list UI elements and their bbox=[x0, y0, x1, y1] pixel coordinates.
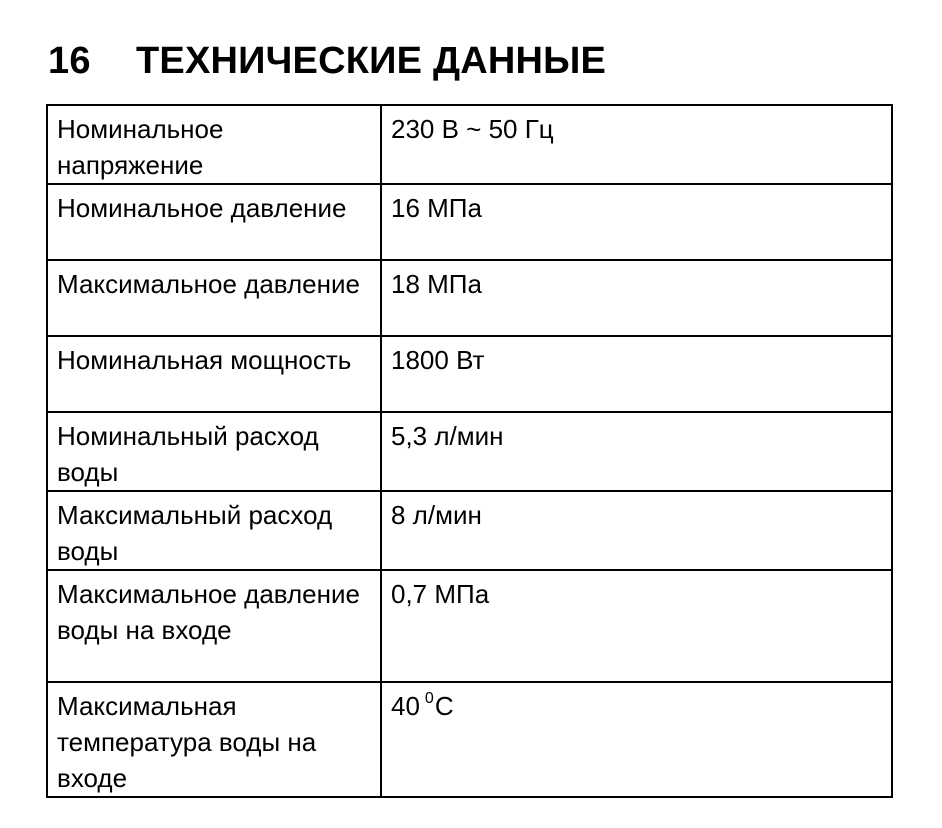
spec-value: 1800 Вт bbox=[381, 336, 892, 412]
spec-value-temperature bbox=[381, 682, 892, 797]
spec-value: 230 В ~ 50 Гц bbox=[381, 105, 892, 184]
temperature-unit: С bbox=[434, 691, 454, 721]
spec-label: Максимальный расход воды bbox=[47, 491, 381, 570]
section-title: ТЕХНИЧЕСКИЕ ДАННЫЕ bbox=[136, 39, 607, 82]
spec-value: 0,7 МПа bbox=[381, 570, 892, 682]
table-row bbox=[47, 260, 892, 336]
technical-data-table bbox=[46, 104, 893, 798]
temperature-number: 40 bbox=[391, 691, 420, 721]
section-heading bbox=[48, 36, 606, 86]
spec-value: 5,3 л/мин bbox=[381, 412, 892, 491]
spec-label: Максимальная температура воды на входе bbox=[47, 682, 381, 797]
table-row bbox=[47, 412, 892, 491]
spec-label: Номинальный расход воды bbox=[47, 412, 381, 491]
spec-label: Номинальное давление bbox=[47, 184, 381, 260]
spec-value: 18 МПа bbox=[381, 260, 892, 336]
spec-label: Номинальное напряжение bbox=[47, 105, 381, 184]
table-row bbox=[47, 491, 892, 570]
degree-superscript: 0 bbox=[424, 690, 434, 707]
spec-value: 16 МПа bbox=[381, 184, 892, 260]
section-number: 16 bbox=[48, 39, 91, 82]
spec-value: 8 л/мин bbox=[381, 491, 892, 570]
table-row bbox=[47, 570, 892, 682]
table-row bbox=[47, 105, 892, 184]
table-row bbox=[47, 336, 892, 412]
spec-label: Максимальное давление воды на входе bbox=[47, 570, 381, 682]
spec-label: Максимальное давление bbox=[47, 260, 381, 336]
spec-label: Номинальная мощность bbox=[47, 336, 381, 412]
table-row bbox=[47, 184, 892, 260]
table-row bbox=[47, 682, 892, 797]
